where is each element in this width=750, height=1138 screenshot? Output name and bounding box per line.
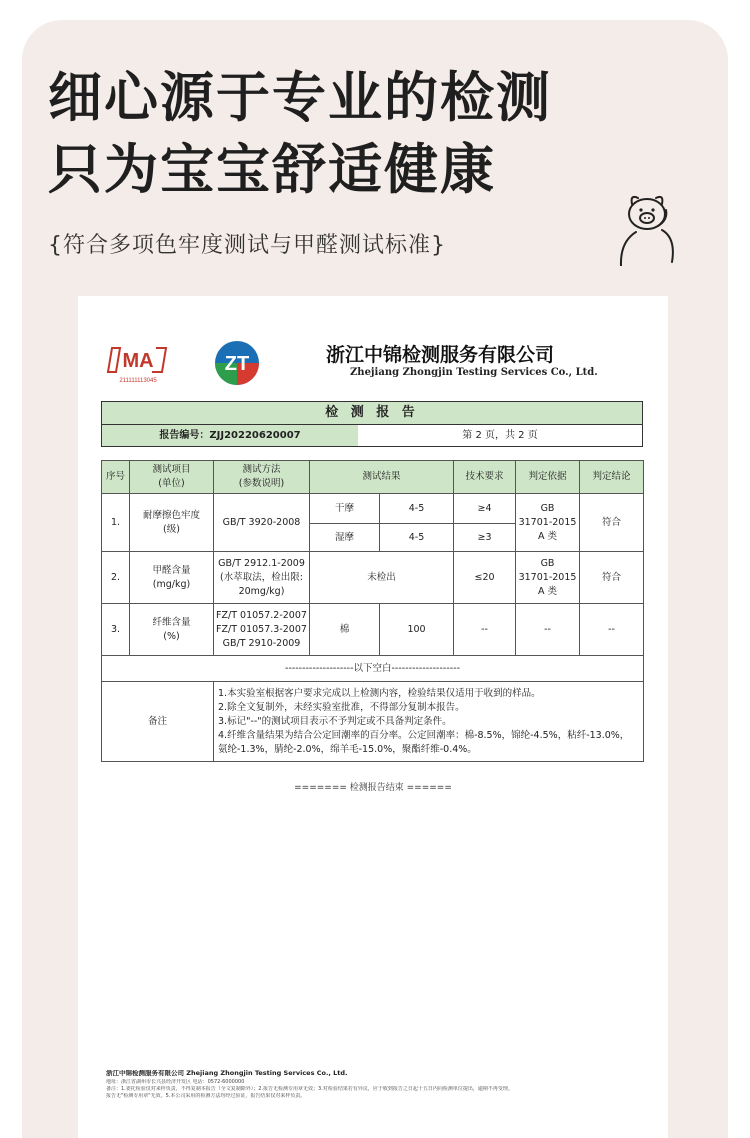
note-line: 氨纶-1.3%，腈纶-2.0%，绵羊毛-15.0%，聚酯纤维-0.4%。	[218, 743, 477, 755]
header-no: 序号	[102, 461, 130, 494]
zhongjin-logo	[212, 338, 262, 388]
blank-row	[102, 656, 644, 682]
row1-item-text: 耐摩擦色牢度 (级)	[142, 509, 200, 535]
footer-note-2: 报告无"检测专用章"无效。5.本公司采用的检测方法均经过验证，报告结果仅对来样负责。	[106, 1093, 306, 1099]
table-row	[102, 552, 644, 604]
header-conclusion: 判定结论	[580, 461, 644, 494]
row3-no: 3.	[102, 604, 130, 656]
row3-method	[214, 604, 310, 656]
page-info: 第 2 页，共 2 页	[358, 425, 642, 446]
report-title: 检 测 报 告	[101, 401, 643, 425]
row1-wet-req: ≥3	[454, 524, 516, 552]
blank-line: --------------------以下空白--------------------	[102, 656, 644, 682]
row2-result: 未检出	[310, 552, 454, 604]
note-line: 4.纤维含量结果为结合公定回潮率的百分率。公定回潮率：棉-8.5%，锦纶-4.5%，粘纤-13.0%，	[218, 729, 630, 741]
pig-mascot-icon	[606, 186, 686, 266]
header-req: 技术要求	[454, 461, 516, 494]
row3-method-text: FZ/T 01057.2-2007 FZ/T 01057.3-2007 GB/T 2910-2009	[216, 609, 307, 649]
table-row	[102, 494, 644, 524]
results-table	[101, 460, 644, 762]
header-method-text: 测试方法 (参数说明)	[238, 464, 285, 489]
row3-conclusion: --	[580, 604, 644, 656]
table-row	[102, 604, 644, 656]
notes-content	[214, 682, 644, 762]
row2-req: ≤20	[454, 552, 516, 604]
table-header-row	[102, 461, 644, 494]
row3-basis: --	[516, 604, 580, 656]
row2-basis-text: GB 31701-2015 A 类	[518, 557, 577, 597]
row1-wet-label: 湿摩	[310, 524, 380, 552]
row2-no: 2.	[102, 552, 130, 604]
svg-text:211111113045: 211111113045	[119, 378, 157, 384]
report-number: 报告编号：ZJJ20220620007	[102, 425, 359, 446]
headline-subtitle: {符合多项色牢度测试与甲醛测试标准}	[48, 233, 446, 258]
row2-conclusion: 符合	[580, 552, 644, 604]
row3-value: 100	[380, 604, 454, 656]
report-end-line: ======= 检测报告结束 ======	[294, 783, 452, 793]
row1-basis	[516, 494, 580, 552]
row3-item-text: 纤维含量 (%)	[152, 616, 191, 642]
row1-dry-label: 干摩	[310, 494, 380, 524]
row1-method: GB/T 3920-2008	[214, 494, 310, 552]
company-name-cn: 浙江中锦检测服务有限公司	[326, 344, 555, 366]
note-line: 1.本实验室根据客户要求完成以上检测内容，检验结果仅适用于收到的样品。	[218, 687, 541, 699]
row2-method	[214, 552, 310, 604]
headline-line-1: 细心源于专业的检测	[48, 66, 552, 129]
footer-note-1: 备注：1.委托检验仅对来样负责，不得复制本报告（全文复制除外）；2.报告无检测专用章无效；3.对检验结果若有异议，应于收到报告之日起十五日内向检测单位提出，逾期不再受理。	[106, 1086, 513, 1092]
headline	[48, 62, 552, 206]
header-item-text: 测试项目 (单位)	[152, 464, 191, 489]
header-basis: 判定依据	[516, 461, 580, 494]
note-line: 2.除全文复制外，未经实验室批准，不得部分复制本报告。	[218, 701, 465, 713]
row1-dry-value: 4-5	[380, 494, 454, 524]
header-method	[214, 461, 310, 494]
row1-item	[130, 494, 214, 552]
row2-item	[130, 552, 214, 604]
notes-row	[102, 682, 644, 762]
row3-item	[130, 604, 214, 656]
note-line: 3.标记"--"的测试项目表示不予判定或不具备判定条件。	[218, 715, 452, 727]
footer-company: 浙江中锦检测服务有限公司 Zhejiang Zhongjin Testing Services Co., Ltd.	[106, 1070, 348, 1077]
row1-dry-req: ≥4	[454, 494, 516, 524]
headline-line-2: 只为宝宝舒适健康	[48, 138, 496, 201]
document-footer	[106, 1070, 646, 1100]
cma-logo	[106, 340, 170, 388]
company-name-en: Zhejiang Zhongjin Testing Services Co., Ltd.	[350, 367, 598, 378]
svg-text:ZT: ZT	[224, 353, 250, 375]
row3-req: --	[454, 604, 516, 656]
row1-basis-text: GB 31701-2015 A 类	[518, 502, 577, 542]
test-report-document	[78, 296, 668, 1138]
header-result: 测试结果	[310, 461, 454, 494]
footer-address: 地址：浙江省湖州市长兴县经济开发区 电话：0572-6000000	[106, 1079, 245, 1085]
row1-wet-value: 4-5	[380, 524, 454, 552]
row1-conclusion: 符合	[580, 494, 644, 552]
svg-text:MA: MA	[122, 350, 154, 372]
report-number-row	[101, 425, 643, 447]
notes-label: 备注	[102, 682, 214, 762]
row2-basis	[516, 552, 580, 604]
row1-no: 1.	[102, 494, 130, 552]
row3-label: 棉	[310, 604, 380, 656]
row2-item-text: 甲醛含量 (mg/kg)	[152, 564, 191, 590]
row2-method-text: GB/T 2912.1-2009 (水萃取法，检出限: 20mg/kg)	[218, 557, 305, 597]
header-item	[130, 461, 214, 494]
